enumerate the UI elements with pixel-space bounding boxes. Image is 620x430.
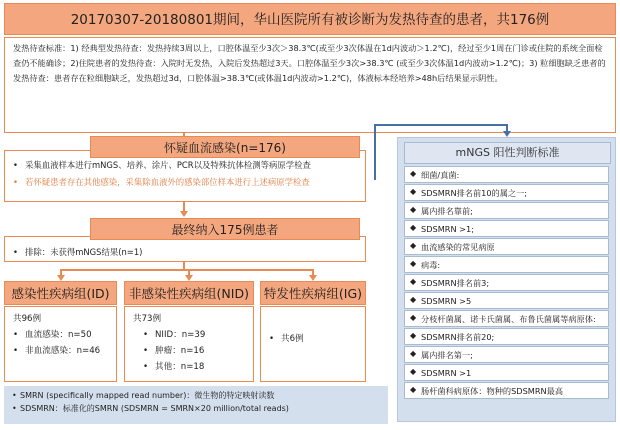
group-id-header: 感染性疾病组(ID) — [4, 281, 117, 305]
list-item: • 非血流感染：n=46 — [13, 346, 101, 356]
group-ig-panel — [260, 306, 366, 382]
group-ig-header: 特发性疾病组(IG) — [260, 281, 366, 305]
list-item: ◆ 血流感染的常见病原 — [404, 238, 609, 255]
fever-definition: 发热待查标准：1) 经典型发热待查：发热持续3周以上，口腔体温至少3次＞38.3℃(或至少3次体温在1d内波动＞1.2℃)，经过至少1周在门诊或住院的系统全面检查仍不能确诊；2)住院患者的发热待查：入院时无发热，入院后发热超过3天。口腔体温至少3次>38.3℃ (或至少3次体温1d内波动>1.2℃)；3) 粒细胞缺乏患者的发热待查：患者存在粒细胞缺乏，发热超过3d，口腔体温>38.3℃(或体温1d内波动>1.2℃)，体液标本经培养>48h后结果显示阴性。 — [4, 37, 616, 133]
list-item: ◆ SDSMRN >5 — [404, 292, 609, 309]
group-nid-panel — [124, 306, 254, 382]
group-nid-header: 非感染性疾病组(NID) — [124, 281, 254, 305]
list-item: ◆ 病毒: — [404, 256, 609, 273]
connector-line — [374, 124, 376, 180]
mngs-criteria-header: mNGS 阳性判断标准 — [404, 142, 611, 164]
mngs-criteria-panel — [397, 137, 616, 422]
list-item: ◆ SDSMRN排名前10的属之一; — [404, 184, 609, 201]
list-item: ◆ 分枝杆菌属、诺卡氏菌属、布鲁氏菌属等病原体: — [404, 310, 609, 327]
connector-line — [60, 269, 314, 271]
note-item: • SMRN (specifically mapped read number)：微生物的特定映射读数 — [12, 391, 275, 400]
group-id-panel — [4, 306, 117, 382]
abbreviation-notes — [4, 386, 388, 424]
list-item: • 采集血液样本进行mNGS、培养、涂片、PCR以及特殊抗体检测等病原学检查 — [13, 160, 311, 170]
list-item: ◆ SDSMRN >1; — [404, 220, 609, 237]
arrow-down-icon — [180, 211, 188, 217]
group-total: 共96例 — [13, 314, 42, 324]
list-item: • 若怀疑患者存在其他感染，采集除血液外的感染部位样本进行上述病原学检查 — [13, 177, 310, 187]
list-item: • 血流感染：n=50 — [13, 330, 92, 340]
list-item: ◆ SDSMRN排名前20; — [404, 328, 609, 345]
list-item: ◆ 细菌/真菌: — [404, 166, 609, 183]
list-item: • 排除：未获得mNGS结果(n=1) — [13, 247, 143, 257]
list-item: • NIID：n=39 — [143, 330, 206, 340]
list-item: • 共6例 — [269, 334, 304, 344]
connector-line — [374, 124, 508, 126]
group-total: 共73例 — [133, 314, 162, 324]
final-header: 最终纳入175例患者 — [90, 218, 360, 240]
list-item: ◆ 属内排名靠前; — [404, 202, 609, 219]
title-banner: 20170307-20180801期间，华山医院所有被诊断为发热待查的患者，共176例 — [4, 3, 616, 35]
suspect-header: 怀疑血流感染(n=176) — [90, 136, 360, 158]
list-item: ◆ 肠杆菌科病原体：物种的SDSMRN最高 — [404, 382, 609, 399]
list-item: • 其他：n=18 — [143, 362, 205, 372]
list-item: ◆ 属内排名第一; — [404, 346, 609, 363]
note-item: • SDSMRN：标准化的SMRN (SDSMRN = SMRN×20 million/total reads) — [12, 404, 289, 413]
list-item: ◆ SDSMRN >1 — [404, 364, 609, 381]
list-item: ◆ SDSMRN排名前3; — [404, 274, 609, 291]
list-item: • 肿瘤：n=16 — [143, 346, 205, 356]
mngs-criteria-list — [404, 166, 609, 400]
